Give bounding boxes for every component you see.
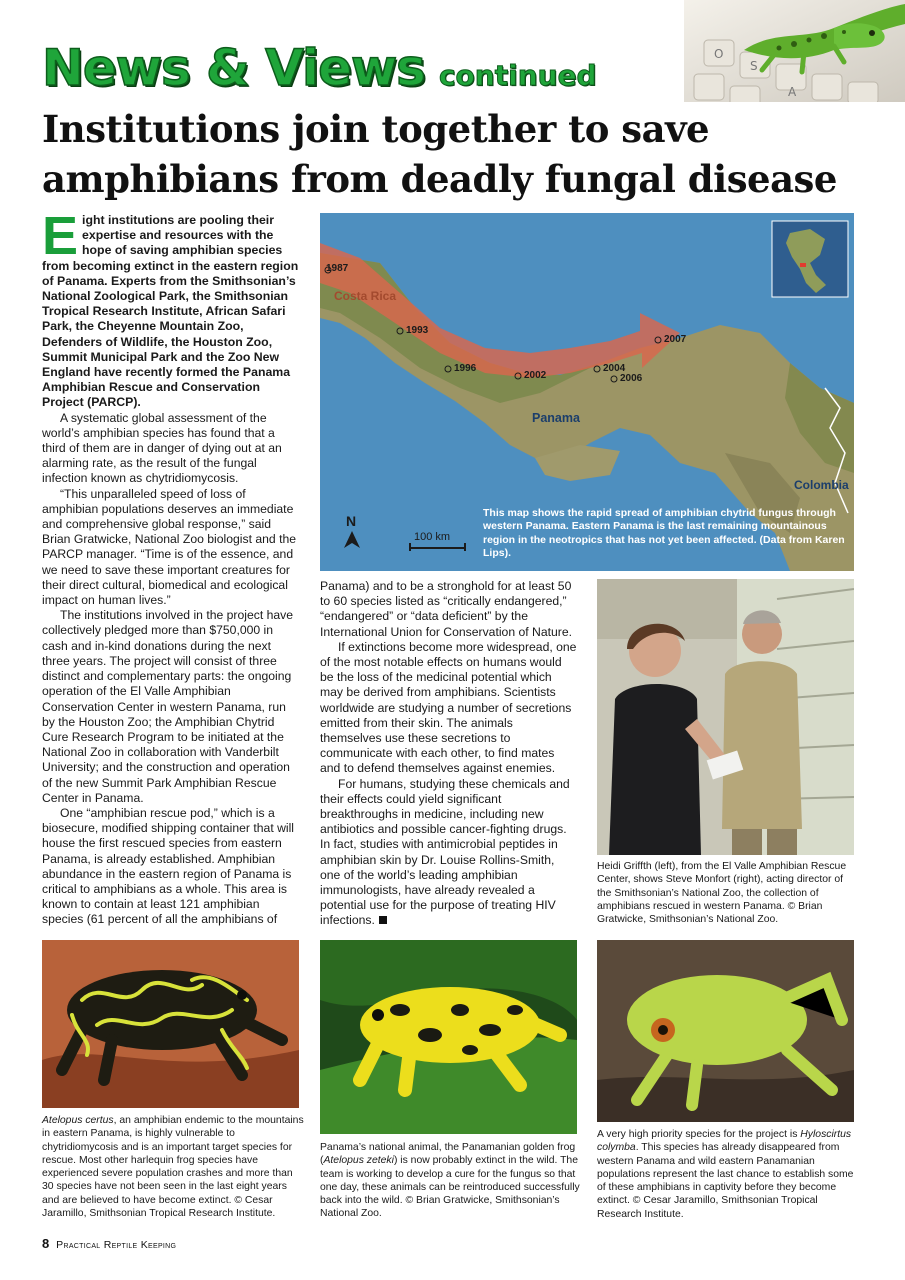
map-year-label: 2006: [620, 373, 643, 384]
article-column-2: [320, 579, 577, 929]
body-paragraph: “This unparalleled speed of loss of amphibian populations deserves an immediate and comprehensive global response,” said Brian Gratwicke, National Zoo biologist and the PARCP manager. “Time is of the essence, and we need to save these important creatures for their direct cultural, biomedical and ecological impact on human lives.”: [42, 486, 297, 608]
north-arrow-label: N: [346, 513, 357, 529]
atelopus-certus-caption: [42, 1114, 304, 1220]
masthead: [42, 36, 597, 100]
chytrid-spread-map: [320, 213, 854, 571]
species-name: Hyloscirtus colymba: [597, 1129, 852, 1154]
caption-text: , an amphibian endemic to the mountains in eastern Panama, is highly vulnerable to chytridiomycosis and is an important target species for rescue. Most other harlequin frog species have experienced severe population crashes and more than 30 species have not been seen in the last eight years and are believed to have become extinct. © Cesar Jaramillo, Smithsonian Tropical Research Institute.: [42, 1115, 304, 1220]
species-name: Atelopus zeteki: [323, 1155, 394, 1167]
hyloscirtus-colymba-caption: [597, 1128, 859, 1221]
map-year-label: 1996: [454, 363, 477, 374]
golden-frog-caption: [320, 1141, 582, 1221]
page-footer: [42, 1236, 176, 1251]
final-paragraph-text: For humans, studying these chemicals and their effects could yield significant breakthroughs in medicine, including new antibiotics and possible cancer-fighting drugs. In fact, studies with antimicrobial peptides in amphibian skin by Dr. Louise Rollins-Smith, one of the world’s leading amphibian immunologists, have already revealed a potential use for the purpose of treating HIV infections.: [320, 776, 570, 928]
people-photo-caption: Heidi Griffth (left), from the El Valle Amphibian Rescue Center, shows Steve Monfort (right), acting director of the Smithsonian’s National Zoo, the collection of amphibians rescued in western Panama. © Brian Gratwicke, Smithsonian’s National Zoo.: [597, 861, 847, 926]
caption-text: Panama’s national animal, the Panamanian golden frog (: [320, 1142, 576, 1167]
body-paragraph: The institutions involved in the project have collectively pledged more than $750,000 in cash and in-kind donations during the next three years. The project will consist of three distinct and complementary parts: the ongoing operation of the El Valle Amphibian Conservation Center in western Panama, run by the Houston Zoo; the Amphibian Chytrid Cure Research Program to be initiated at the National Zoo in collaboration with Vanderbilt University; and the construction and operation of the new Summit Park Amphibian Rescue Center in Panama.: [42, 608, 294, 805]
map-label-costa-rica: Costa Rica: [334, 289, 397, 303]
svg-text:S: S: [750, 59, 758, 73]
atelopus-certus-photo: [42, 940, 299, 1108]
lead-paragraph: [42, 206, 299, 411]
body-paragraph: [320, 777, 577, 929]
lead-text: ight institutions are pooling their expertise and resources with the hope of saving amphibian species from becoming extinct in the eastern region of Panama. Experts from the Smithsonian’s National Zoological Park, the Smithsonian Tropical Research Institute, African Safari Park, the Cheyenne Mountain Zoo, Defenders of Wildlife, the Houston Zoo, Summit Municipal Park and the Zoo New England have recently formed the Panama Amphibian Rescue and Conservation Project (PARCP).: [42, 213, 299, 410]
map-year-label: 1993: [406, 325, 429, 336]
masthead-subtitle: continued: [438, 59, 597, 92]
masthead-title: News & Views: [42, 39, 425, 97]
body-paragraph: If extinctions become more widespread, one of the most notable effects on humans would be the loss of the medicinal potential which may be derived from amphibians. Scientists worldwide are studying a number of secretions emitted from their skin. The animals themselves use these secretions to communicate with each other, to find mates and to defend themselves against enemies.: [320, 639, 577, 776]
scale-bar-label: 100 km: [414, 531, 451, 543]
hyloscirtus-colymba-photo: [597, 940, 854, 1122]
map-caption: This map shows the rapid spread of amphibian chytrid fungus through western Panama. Eastern Panama is the last remaining mountainous region in the neotropics that has not yet been affected. (Data from Karen Lips).: [483, 507, 845, 560]
caption-text: A very high priority species for the project is: [597, 1129, 801, 1140]
map-label-colombia: Colombia: [794, 478, 849, 492]
article-headline: Institutions join together to save amphibians from deadly fungal disease: [42, 107, 837, 201]
end-of-article-mark: [379, 916, 387, 924]
species-name: Atelopus certus: [42, 1115, 114, 1126]
map-label-panama: Panama: [532, 411, 580, 425]
svg-text:A: A: [788, 85, 797, 99]
map-year-label: 2007: [664, 334, 687, 345]
map-year-label: 2002: [524, 370, 547, 381]
golden-frog-photo: [320, 940, 577, 1134]
svg-text:O: O: [714, 47, 724, 61]
body-paragraph: Panama) and to be a stronghold for at least 50 to 60 species listed as “critically endangered,” “endangered” or “data deficient” by the International Union for Conservation of Nature.: [320, 579, 573, 639]
map-year-label: 1987: [326, 263, 349, 274]
map-year-label: 2004: [603, 363, 626, 374]
rescue-center-photo: [597, 579, 854, 855]
caption-text: ) is now probably extinct in the wild. The team is working to develop a cure for the fungus so that one day, these animals can be reintroduced successfully back into the wild. © Brian Gratwicke, Smithsonian’s National Zoo.: [320, 1155, 580, 1220]
article-column-1: [42, 206, 299, 928]
lizard-keyboard-photo: [684, 0, 905, 102]
drop-cap: E: [42, 206, 79, 266]
magazine-name: Practical Reptile Keeping: [56, 1239, 177, 1251]
page-number: 8: [42, 1236, 50, 1251]
caption-text: . This species has already disappeared from western Panama and wild eastern Panamanian populations represent the last chance to establish some of these amphibians in captivity before they become extinct. © Cesar Jaramillo, Smithsonian Tropical Research Institute.: [597, 1142, 854, 1220]
body-paragraph: A systematic global assessment of the world’s amphibian species has found that a third of them are in danger of dying out at an alarming rate, as the result of the fungal infection known as chytridiomycosis.: [42, 410, 282, 486]
body-paragraph: One “amphibian rescue pod,” which is a biosecure, modified shipping container that will house the first rescued species from eastern Panama, is already established. Amphibian abundance in the eastern region of Panama is critical to amphibians as a whole. This area is known to contain at least 121 amphibian species (61 percent of all the amphibians of: [42, 805, 295, 927]
